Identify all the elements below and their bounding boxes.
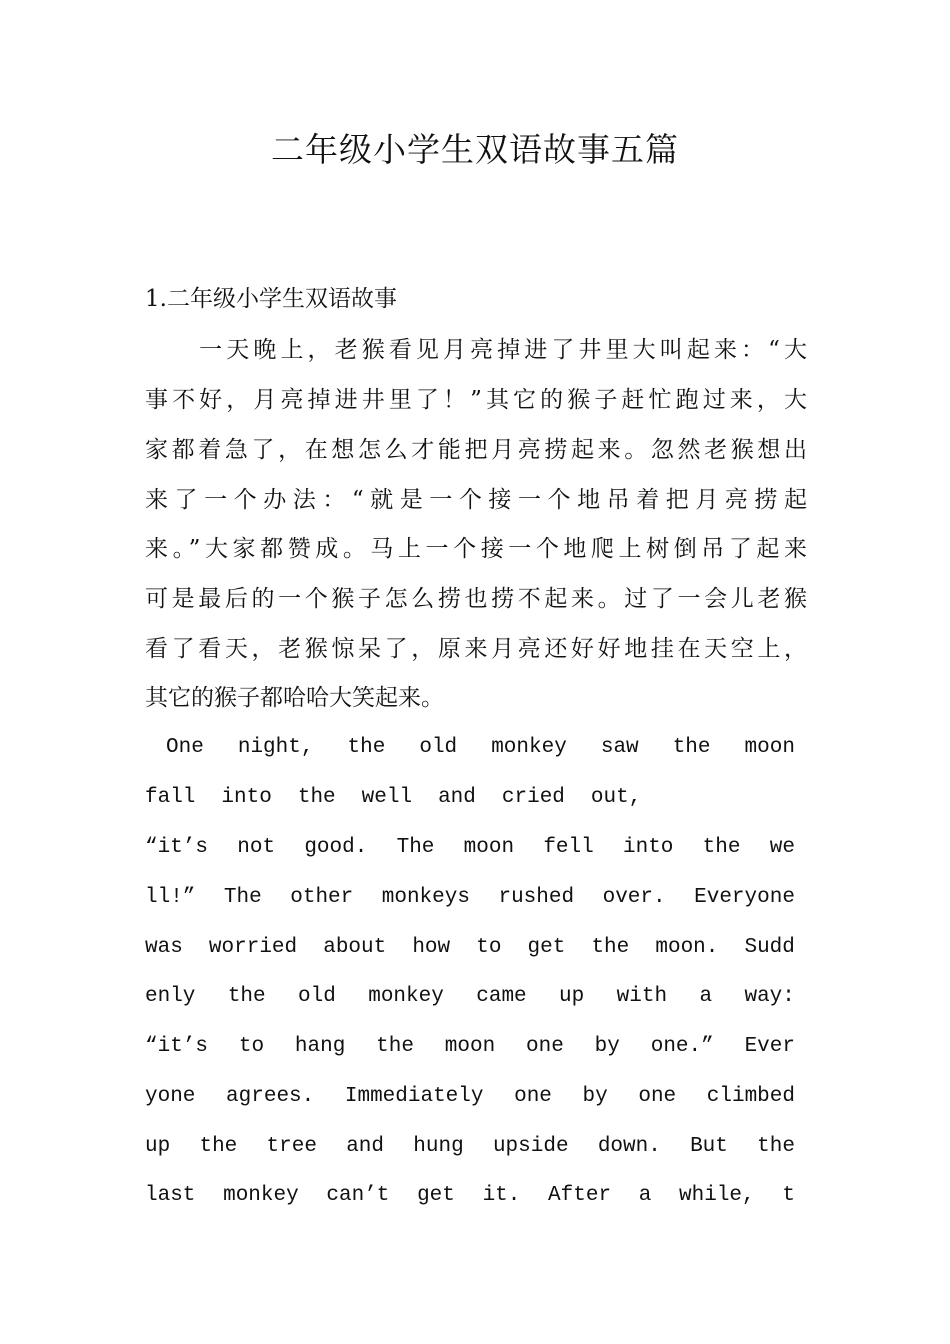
chinese-line: 看了看天，老猴惊呆了，原来月亮还好好地挂在天空上， [145,636,807,662]
english-word: hung [413,1135,464,1158]
english-word: old [419,736,458,759]
english-word: “it’s [145,836,209,859]
english-word: Sudd [744,936,795,959]
english-word: up [145,1135,171,1158]
english-word: not [237,836,276,859]
english-word: a [638,1184,652,1207]
chinese-line: 事不好，月亮掉进井里了！”其它的猴子赶忙跑过来，大 [145,387,807,413]
english-word: The [223,886,262,909]
english-word: fall [145,786,196,809]
english-word: After [548,1184,612,1207]
english-word: the [199,1135,238,1158]
english-word: monkeys [381,886,470,909]
english-word: agrees. [226,1085,315,1108]
english-word: while, [679,1184,755,1207]
english-word: into [623,836,674,859]
english-line [145,1082,795,1112]
english-word: moon [444,1035,496,1058]
english-word: enly [145,985,196,1008]
english-word: hang [294,1035,346,1058]
english-word: monkey [368,985,444,1008]
english-word: the [376,1035,414,1058]
english-word: the [757,1135,795,1158]
english-word: t [782,1184,795,1207]
english-word: down. [597,1135,661,1158]
english-word: other [290,886,354,909]
english-word: one.” [650,1035,714,1058]
english-word: over. [602,886,666,909]
english-word: monkey [491,736,567,759]
english-line [145,1181,795,1211]
english-word: One [145,736,204,759]
english-word: to [238,1035,265,1058]
english-word: “it’s [145,1035,209,1058]
english-word: yone [145,1085,196,1108]
english-word: the [297,786,336,809]
english-word: get [417,1184,455,1207]
english-word: old [298,985,336,1008]
chinese-line: 一天晚上，老猴看见月亮掉进了井里大叫起来：“大 [145,337,807,363]
english-line [145,733,795,763]
english-word: came [476,985,527,1008]
english-word: by [582,1085,608,1108]
english-word: into [221,786,272,809]
english-word: up [559,985,585,1008]
english-word: saw [600,736,639,759]
english-word: well [361,786,413,809]
english-word: tree [266,1135,317,1158]
english-word: how [412,936,451,959]
english-word: way: [744,985,795,1008]
english-word: one [514,1085,552,1108]
english-word: the [591,936,630,959]
english-word: moon. [655,936,719,959]
english-word: good. [304,836,368,859]
english-word: get [527,936,566,959]
chinese-line: 其它的猴子都哈哈大笑起来。 [145,685,444,711]
english-word: moon [744,736,795,759]
english-word: upside [492,1135,569,1158]
english-word: the [227,985,266,1008]
english-word: and [346,1135,385,1158]
chinese-line: 可是最后的一个猴子怎么捞也捞不起来。过了一会儿老猴 [145,586,807,612]
english-line [145,933,795,963]
english-line [145,833,795,863]
english-word: can’t [326,1184,390,1207]
english-word: one [526,1035,564,1058]
english-line [145,883,795,913]
english-word: to [476,936,502,959]
english-word: the [672,736,711,759]
english-word: Everyone [694,886,795,909]
english-word: moon [463,836,515,859]
english-word: a [699,985,713,1008]
english-word: monkey [223,1184,299,1207]
english-word: ll!” [145,886,196,909]
english-word: we [769,836,795,859]
english-word: Ever [744,1035,795,1058]
english-line [145,783,795,813]
document-title: 二年级小学生双语故事五篇 [271,130,679,169]
english-word: cried [501,786,565,809]
english-line [145,1032,795,1062]
english-word: it. [482,1184,521,1207]
english-word: and [438,786,476,809]
english-word: was [145,936,183,959]
chinese-line: 来了一个办法：“就是一个接一个地吊着把月亮捞起 [145,487,807,513]
english-word: But [690,1135,728,1158]
english-word: The [396,836,435,859]
english-word: the [702,836,741,859]
english-word: with [616,985,668,1008]
english-word: the [347,736,386,759]
english-word: last [145,1184,196,1207]
english-word: climbed [706,1085,795,1108]
english-word: by [594,1035,620,1058]
chinese-line: 家都着急了，在想怎么才能把月亮捞起来。忽然老猴想出 [145,437,807,463]
english-word: night, [237,736,314,759]
english-word: worried [208,936,298,959]
section-heading: 1.二年级小学生双语故事 [145,286,397,312]
english-word: rushed [498,886,575,909]
english-word: out, [590,786,642,809]
chinese-line: 来。”大家都赞成。马上一个接一个地爬上树倒吊了起来 [145,536,807,562]
english-line [145,982,795,1012]
english-word: about [323,936,387,959]
english-word: fell [543,836,594,859]
english-line [145,1132,795,1162]
english-word: one [638,1085,677,1108]
english-word: Immediately [344,1085,484,1108]
